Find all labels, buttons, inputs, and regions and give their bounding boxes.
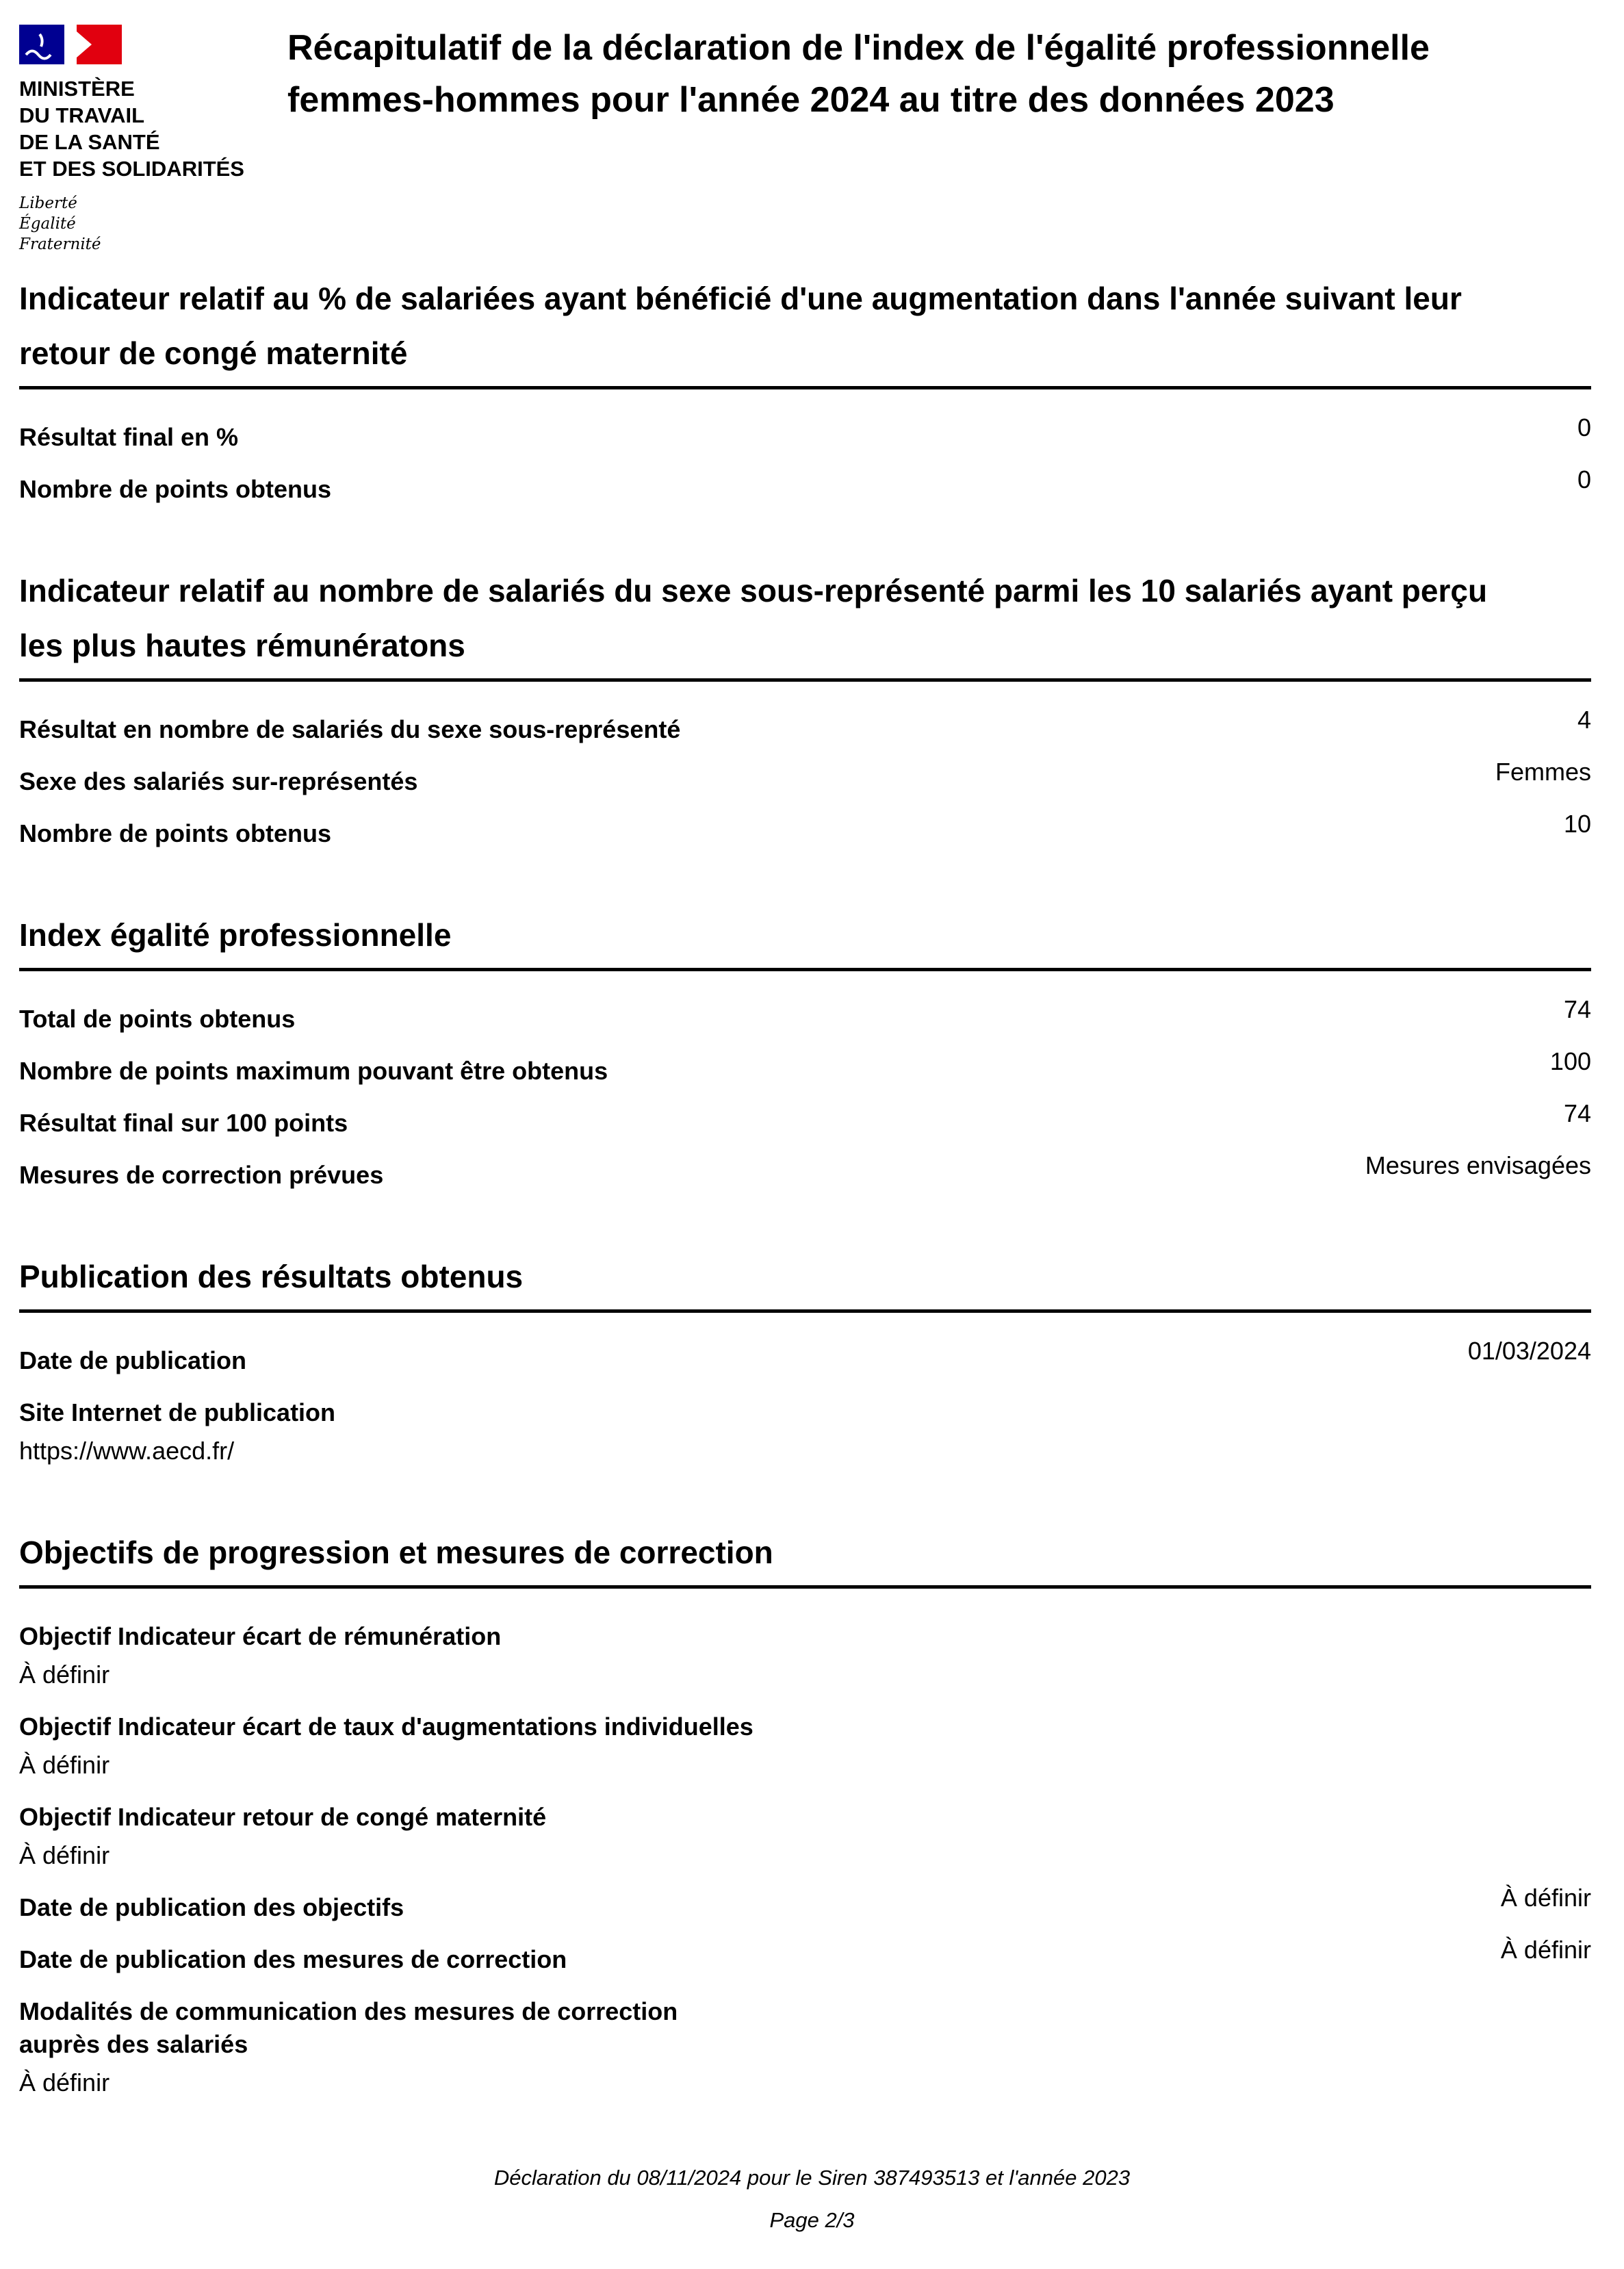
row-objectif-ecart-remuneration xyxy=(19,1620,1591,1691)
field-label: Nombre de points obtenus xyxy=(19,475,332,503)
row-site-internet xyxy=(19,1396,1591,1467)
field-value: À définir xyxy=(1500,1936,1591,1964)
row-resultat-final-pct xyxy=(19,413,1591,454)
section-heading: Objectifs de progression et mesures de correction xyxy=(19,1535,773,1570)
field-value: Femmes xyxy=(1495,758,1591,786)
field-label: Modalités de communication des mesures de correction auprès des salariés xyxy=(19,1997,678,2058)
page-footer xyxy=(0,2162,1624,2236)
field-label: Sexe des salariés sur-représentés xyxy=(19,767,418,795)
field-label: Objectif Indicateur écart de taux d'augmentations individuelles xyxy=(19,1713,753,1741)
field-value: À définir xyxy=(1500,1884,1591,1912)
field-label: Résultat en nombre de salariés du sexe sous-représenté xyxy=(19,715,681,743)
header xyxy=(19,21,1624,255)
publication-url-link[interactable]: https://www.aecd.fr/ xyxy=(19,1437,235,1465)
row-sexe-surrepresente xyxy=(19,758,1591,798)
row-resultat-final-100 xyxy=(19,1099,1591,1140)
field-value: Mesures envisagées xyxy=(1365,1151,1591,1179)
footer-declaration-info: Déclaration du 08/11/2024 pour le Siren 387493513 et l'année 2023 xyxy=(493,2166,1131,2190)
row-modalites-communication xyxy=(19,1995,1591,2099)
ministry-line: MINISTÈRE xyxy=(19,77,135,101)
section-divider xyxy=(19,386,1591,389)
field-value: 10 xyxy=(1563,810,1591,838)
field-value: 0 xyxy=(1577,465,1591,493)
row-points-obtenus xyxy=(19,810,1591,850)
field-value: 0 xyxy=(1577,413,1591,441)
ministry-line: ET DES SOLIDARITÉS xyxy=(19,157,244,181)
field-value: 74 xyxy=(1563,1099,1591,1127)
field-value: À définir xyxy=(19,1841,110,1869)
field-value: À définir xyxy=(19,1661,110,1689)
section-conge-maternite xyxy=(19,271,1591,506)
motto-line: Égalité xyxy=(19,215,76,233)
field-value: À définir xyxy=(19,1751,110,1779)
field-label: Nombre de points maximum pouvant être obtenus xyxy=(19,1057,608,1085)
motto-line: Fraternité xyxy=(19,235,101,253)
field-label: Date de publication xyxy=(19,1346,247,1374)
field-value: 100 xyxy=(1549,1047,1591,1075)
section-divider xyxy=(19,968,1591,971)
section-heading: Indicateur relatif au nombre de salariés du sexe sous-représenté parmi les 10 salariés ayant perçu les plus hautes rémunératons xyxy=(19,573,1488,663)
motto-line: Liberté xyxy=(19,194,77,212)
field-value: 4 xyxy=(1577,706,1591,734)
field-label: Objectif Indicateur écart de rémunération xyxy=(19,1622,502,1650)
ministry-name xyxy=(19,75,287,182)
french-flag-icon xyxy=(19,25,122,64)
ministry-line: DE LA SANTÉ xyxy=(19,130,160,154)
section-heading: Index égalité professionnelle xyxy=(19,917,452,953)
field-label: Site Internet de publication xyxy=(19,1398,336,1426)
section-heading: Publication des résultats obtenus xyxy=(19,1259,524,1294)
section-divider xyxy=(19,1309,1591,1313)
section-divider xyxy=(19,1585,1591,1589)
section-heading: Indicateur relatif au % de salariées ayant bénéficié d'une augmentation dans l'année suivant leur retour de congé maternité xyxy=(19,281,1462,371)
row-date-publication-mesures xyxy=(19,1936,1591,1976)
field-label: Date de publication des objectifs xyxy=(19,1893,404,1921)
footer-page-number: Page 2/3 xyxy=(769,2208,855,2232)
section-hautes-remunerations xyxy=(19,563,1591,850)
section-index-egalite xyxy=(19,908,1591,1192)
row-objectif-retour-maternite xyxy=(19,1801,1591,1872)
row-points-maximum xyxy=(19,1047,1591,1088)
field-value: 74 xyxy=(1563,995,1591,1023)
field-label: Résultat final sur 100 points xyxy=(19,1109,348,1137)
field-label: Total de points obtenus xyxy=(19,1005,296,1033)
row-date-publication xyxy=(19,1337,1591,1377)
field-label: Objectif Indicateur retour de congé maternité xyxy=(19,1803,547,1831)
section-divider xyxy=(19,678,1591,682)
field-label: Date de publication des mesures de correction xyxy=(19,1945,567,1973)
row-total-points xyxy=(19,995,1591,1036)
field-label: Nombre de points obtenus xyxy=(19,819,332,847)
ministry-line: DU TRAVAIL xyxy=(19,103,145,127)
ministry-logo xyxy=(19,21,287,255)
row-date-publication-objectifs xyxy=(19,1884,1591,1924)
republic-motto xyxy=(19,193,287,255)
field-label: Résultat final en % xyxy=(19,423,239,451)
section-publication xyxy=(19,1249,1591,1467)
field-value: À définir xyxy=(19,2068,110,2097)
section-objectifs xyxy=(19,1525,1591,2099)
row-resultat-nombre-salaries xyxy=(19,706,1591,746)
row-mesures-correction xyxy=(19,1151,1591,1192)
page-title: Récapitulatif de la déclaration de l'index de l'égalité professionnelle femmes-hommes pour l'année 2024 au titre des données 2023 xyxy=(287,28,1430,120)
field-label: Mesures de correction prévues xyxy=(19,1161,384,1189)
field-value: 01/03/2024 xyxy=(1467,1337,1591,1365)
row-objectif-ecart-augmentations xyxy=(19,1710,1591,1782)
row-points-obtenus xyxy=(19,465,1591,506)
